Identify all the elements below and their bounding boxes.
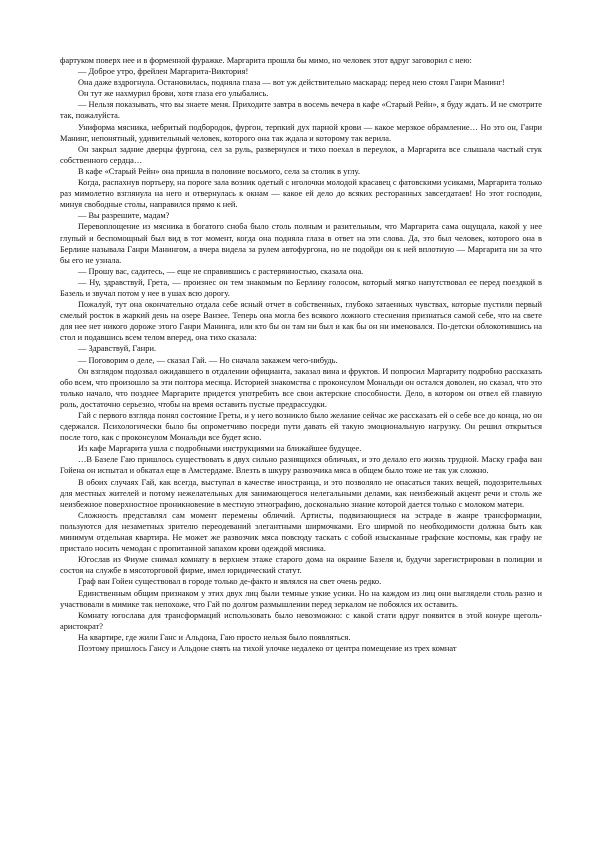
paragraph: — Прошу вас, садитесь, — еще не справившись с растерянностью, сказала она. [78,266,364,276]
paragraph: Поэтому пришлось Гансу и Альдоне снять на тихой улочке недалеко от центра помещение из трех комнат [78,643,457,653]
paragraph: — Вы разрешите, мадам? [78,211,170,221]
paragraph: — Ну, здравствуй, Грета, — произнес он тем знакомым по Берлину голосом, который мягко напутствовал ее перед поездкой в Базель и звучал потом у нее в ушах всю дорогу. [60,277,542,298]
paragraph: Гай с первого взгляда понял состояние Греты, и у него возникло было желание сейчас же рассказать ей о себе все до конца, но он сдержался. Психологически было бы опрометчиво посреди пути давать ей такую эмоциональную нагрузку. Он решил открыться после того, как с проконсулом Мональди все будет ясно. [60,411,542,443]
paragraph: Сложность представлял сам момент перемены обличий. Артисты, подвизающиеся на эстраде в жанре трансформации, пользуются для незаметных зрителю переодеваний элегантными ширмочками. Его ширмой по необходимости должна быть как минимум отдельная квартира. Не может же развозчик мяса повсюду таскать с собой изысканные графские костюмы, как графу не пристало носить чемодан с пропитанной запахом крови одеждой мясника. [60,510,542,554]
paragraph: Из кафе Маргарита ушла с подробными инструкциями на ближайшее будущее. [78,444,362,454]
paragraph: Когда, распахнув портьеру, на пороге зала возник одетый с иголочки молодой красавец с фатовскими усиками, Маргарита только раз мимолетно взглянула на него и отвернулась к окнам — какое ей дело до всяких ресторанных завсегдатаев! Но этот господин, минуя свободные столы, направился прямо к ней. [60,178,542,210]
paragraph: — Здравствуй, Ганри. [78,344,157,354]
paragraph: — Нельзя показывать, что вы знаете меня. Приходите завтра в восемь вечера в кафе «Старый Рейн», я буду ждать. И не смотрите так, пожалуйста. [60,100,542,121]
paragraph: Она даже вздрогнула. Остановилась, подняла глаза — вот уж действительно маскарад: перед нею стоял Ганри Манинг! [78,78,505,88]
paragraph: Он тут же нахмурил брови, хотя глаза его улыбались. [78,89,269,99]
book-page-text [60,55,542,654]
paragraph: Единственным общим признаком у этих двух лиц были темные узкие усики. Но на каждом из лиц они выглядели столь разно и участвовали в мимике так непохоже, что Гай по долгом размышлении перед зеркалом не побоялся их оставить. [60,588,542,609]
paragraph: Граф ван Гойен существовал в городе только де-факто и являлся на свет очень редко. [78,577,382,587]
paragraph: В кафе «Старый Рейн» она пришла в половине восьмого, села за столик в углу. [78,166,360,176]
paragraph: Он взглядом подозвал ожидавшего в отдалении официанта, заказал вина и фруктов. И попросил Маргариту подробно рассказать обо всем, что произошло за эти полтора месяца. Историей знакомства с проконсулом Мональди он остался доволен, но сказал, что это только начало, что позднее Маргарите придется употребить все свои актерские способности. Дело, в котором он отвел ей главную роль, достаточно серьезно, чтобы на время оставить пустые предрассудки. [60,366,542,409]
paragraph: В обоих случаях Гай, как всегда, выступал в качестве иностранца, и это позволяло не опасаться таких вещей, подозрительных для местных жителей и потому нежелательных для занимающегося нелегальными делами, как неизбежный акцент речи и столь же неизбежное поверхностное проникновение в местную этнографию, досконально знание которой дается только с молоком матери. [60,477,542,509]
paragraph: фартуком поверх нее и в форменной фуражке. Маргарита прошла бы мимо, но человек этот вдруг заговорил с нею: [60,56,472,65]
paragraph: …В Базеле Гаю пришлось существовать в двух сильно разнящихся обличьях, и это делало его жизнь трудной. Маску графа ван Гойена он испытал и обкатал еще в Амстердаме. Влезть в шкуру развозчика мяса в общем было тоже не так уж сложно. [60,455,542,476]
paragraph: Он закрыл задние дверцы фургона, сел за руль, развернулся и тихо поехал в переулок, а Маргарита все слышала частый стук собственного сердца… [60,144,542,165]
paragraph: Униформа мясника, небритый подбородок, фургон, терпкий дух парной крови — какое мерзкое обрамление… Но это он, Ганри Манинг, непонятный, удивительный человек, которого она так ждала и которому так верила. [60,122,542,143]
paragraph: На квартире, где жили Ганс и Альдона, Гаю просто нельзя было появляться. [78,632,351,642]
paragraph: Пожалуй, тут она окончательно отдала себе ясный отчет в собственных, глубоко затаенных чувствах, которые пустили первый смелый росток в жаркий день на озере Ванзее. Теперь она могла без всякого ложного стеснения признаться самой себе, что на свете для нее нет никого дороже этого Ганри Манинга, или кто бы он там ни был и как бы он ни именовался. По-детски облокотившись на стол и подавшись всем телом вперед, она тихо сказала: [60,300,542,343]
paragraph: Югослав из Фиуме снимал комнату в верхнем этаже старого дома на окраине Базеля и, будучи зарегистрирован в полиции и состоя на службе в мясоторговой фирме, имел юридический статут. [60,555,542,576]
paragraph: — Доброе утро, фрейлен Маргарита-Виктория! [78,67,249,77]
paragraph: — Поговорим о деле, — сказал Гай. — Но сначала закажем чего-нибудь. [78,355,338,365]
paragraph: Перевоплощение из мясника в богатого сноба было столь полным и разительным, что Маргарита сама ощущала, какой у нее глупый и беспомощный был вид в тот момент, когда она подняла глаза в ответ на эти слова. Да, это был человек, которого она в Берлине называла Ганри Манингом, а вчера видела за рулем автофургона, но не подойди он к ней вплотную — Маргарита ни за что бы его не узнала. [60,222,542,265]
paragraph: Комнату югослава для трансформаций использовать было невозможно: с какой стати вдруг появится в этой конуре щеголь-аристократ? [60,610,542,631]
